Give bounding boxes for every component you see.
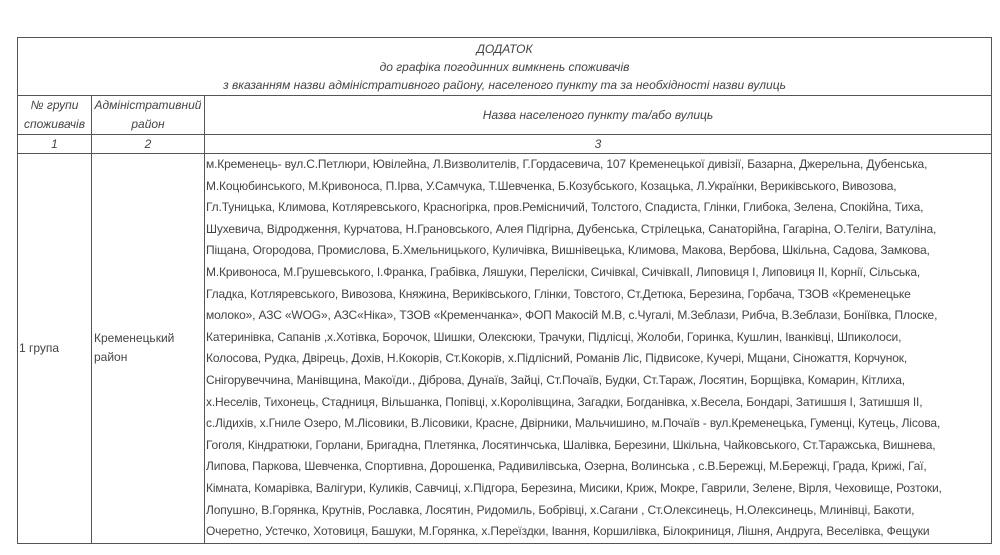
column-header-row	[18, 96, 992, 135]
places-line: Піщана, Огородова, Промислова, Б.Хмельницького, Куличівка, Вишнівецька, Климова, Макова, Вербова, Шкільна, Садова, Замкова,	[206, 243, 930, 258]
district-header-line2: район	[131, 117, 165, 131]
schedule-appendix-table	[17, 37, 992, 544]
group-number-header	[18, 96, 92, 135]
district-name-line2: район	[94, 350, 128, 365]
places-line: Гл.Туницька, Климова, Котляревського, Красногірка, пров.Ремісничий, Толстого, Спадиста, Глінки, Глибока, Зелена, Спокійна, Тиха,	[206, 200, 924, 215]
column-number-2: 2	[92, 135, 205, 154]
places-line: Катеринівка, Сапанів ,х.Хотівка, Борочок, Шишки, Олексюки, Трачуки, Підлісці, Жолоби, Горинка, Кушлин, Іванківці, Шпиколоси,	[206, 329, 902, 344]
places-line: М.Кривоноса, М.Грушевського, І.Франка, Грабівка, Ляшуки, Переліски, Сичівкаl, СичівкаІІ, Липовиця І, Липовиця ІІ, Корнії, Сільська,	[206, 264, 921, 279]
places-line: Снігорувеччина, Манівщина, Макоїди., Діброва, Дунаїв, Зайці, Ст.Почаїв, Будки, Ст.Тараж, Лосятин, Борщівка, Комарин, Кітлиха,	[206, 372, 905, 387]
group-cell: 1 група	[18, 154, 92, 544]
district-cell	[92, 154, 205, 544]
places-line: х.Неселів, Тихонець, Стадниця, Вільшанка, Попівці, х.Королівщина, Загадки, Богданівка, х.Весела, Бондарі, Затишшя І, Затишшя ІІ,	[206, 394, 923, 409]
column-number-row	[18, 135, 992, 154]
heading-row	[18, 38, 992, 96]
appendix-title: ДОДАТОК	[476, 42, 533, 56]
column-number-1: 1	[18, 135, 92, 154]
column-number-3: 3	[205, 135, 992, 154]
places-line: с.Лідихів, х.Гниле Озеро, М.Лісовики, В.Лісовики, Красне, Двірники, Мальчишино, м.Почаїв - вул.Кременецька, Гуменці, Кутець, Лісова,	[206, 416, 941, 431]
appendix-subtitle: до графіка погодинних вимкнень споживачів	[379, 60, 630, 74]
places-line: м.Кременець- вул.С.Петлюри, Ювілейна, Л.Визволителів, Г.Гордасевича, 107 Кременецької дивізії, Базарна, Джерельна, Дубенська,	[206, 157, 928, 171]
places-cell	[205, 154, 992, 544]
places-header: Назва населеного пункту та/або вулиць	[205, 96, 992, 135]
places-line: Липова, Паркова, Шевченка, Спортивна, Дорошенка, Радивилівська, Озерна, Волинська , с.В.Бережці, М.Бережці, Града, Крижі, Гаї,	[206, 459, 927, 474]
district-header	[92, 96, 205, 135]
places-line: Колосова, Рудка, Двірець, Дохів, Н.Кокорів, Ст.Кокорів, х.Підлісний, Романів Ліс, Підвисоке, Кучері, Мщани, Сіножаття, Корчунок,	[206, 351, 908, 366]
places-line: Лопушно, В.Горянка, Крутнів, Рославка, Лосятин, Ридомиль, Бобрівці, х.Сагани , Ст.Олексинець, Н.Олексинець, Млинівці, Бакоти,	[206, 502, 915, 517]
group-header-line1: № групи	[30, 98, 79, 112]
appendix-description: з вказанням назви адміністративного району, населеного пункту та за необхідності назви вулиць	[223, 78, 786, 92]
places-line: Очеретно, Устечко, Хотовиця, Башуки, М.Горянка, х.Переїздки, Івання, Коршилівка, Білокриниця, Лішня, Андруга, Веселівка, Фещуки	[206, 524, 930, 539]
district-header-line1: Адміністративний	[94, 98, 202, 112]
group-header-line2: споживачів	[24, 117, 85, 131]
places-line: Шухевича, Відродження, Курчатова, Н.Грановського, Алея Підгірна, Дубенська, Стрілецька, Санаторійна, Гагаріна, О.Теліги, Ватуліна,	[206, 221, 937, 236]
places-line: М.Коцюбинського, М.Кривоноса, П.Ірва, У.Самчука, Т.Шевченка, Б.Козубського, Козацька, Л.Українки, Вериківського, Вивозова,	[206, 178, 897, 193]
appendix-heading	[18, 38, 992, 96]
places-line: Кімната, Комарівка, Валігури, Куликів, Савчиці, х.Підгора, Березина, Мисики, Криж, Мокре, Гаврили, Зелене, Вірля, Чеховище, Розтоки,	[206, 480, 942, 495]
places-line: молоко», АЗС «WOG», АЗС«Ніка», ТЗОВ «Кременчанка», ФОП Макосій М.В, с.Чугалі, М.Зеблази, Рибча, В.Зеблази, Боніївка, Плоске,	[206, 308, 938, 323]
places-line: Гоголя, Кіндратюки, Горлани, Бригадна, Плетянка, Лосятинчська, Шалівка, Березини, Шкільна, Чайковського, Ст.Таражська, Вишнева,	[206, 437, 936, 452]
table-row	[18, 154, 992, 544]
places-line: Гладка, Котляревського, Вивозова, Княжина, Вериківського, Глінки, Товстого, Ст.Детюка, Березина, Горбача, ТЗОВ «Кременецьке	[206, 286, 911, 301]
district-name-line1: Кременецький	[94, 331, 175, 346]
